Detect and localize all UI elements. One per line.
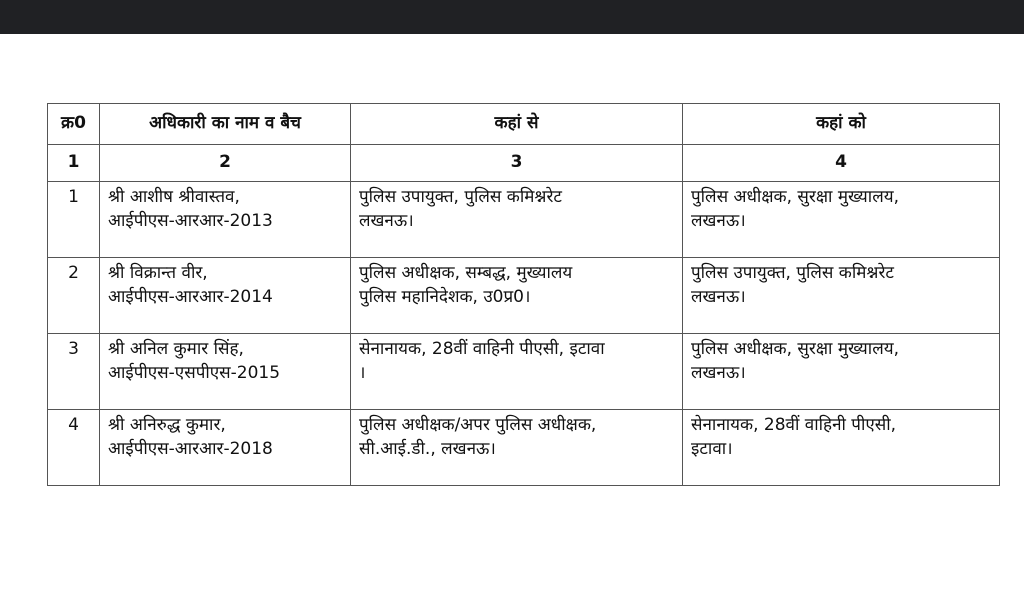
officer-batch: आईपीएस-आरआर-2014 [108,286,273,307]
from-line: पुलिस उपायुक्त, पुलिस कमिश्नरेट [359,187,562,207]
from-line: सी.आई.डी., लखनऊ। [359,438,496,459]
officer-batch: आईपीएस-आरआर-2013 [108,210,273,231]
to-line: पुलिस अधीक्षक, सुरक्षा मुख्यालय, [691,339,899,359]
column-number: 3 [351,145,683,182]
from-line: । [359,362,366,383]
transfer-table [47,103,1000,486]
from-line: पुलिस महानिदेशक, उ0प्र0। [359,286,531,307]
from-cell [351,410,683,486]
column-number: 2 [100,145,351,182]
table-row [48,182,1000,258]
officer-name: श्री अनिरुद्ध कुमार, [108,415,226,435]
officer-name-cell [100,334,351,410]
to-line: पुलिस अधीक्षक, सुरक्षा मुख्यालय, [691,187,899,207]
header-from: कहां से [351,104,683,145]
to-cell [683,182,1000,258]
column-number: 4 [683,145,1000,182]
from-line: सेनानायक, 28वीं वाहिनी पीएसी, इटावा [359,339,605,359]
table-row [48,410,1000,486]
to-cell [683,410,1000,486]
column-number: 1 [48,145,100,182]
officer-name: श्री विक्रान्त वीर, [108,263,208,283]
to-line: इटावा। [691,438,733,459]
header-officer-name: अधिकारी का नाम व बैच [100,104,351,145]
officer-batch: आईपीएस-आरआर-2018 [108,438,273,459]
officer-name-cell [100,410,351,486]
from-line: लखनऊ। [359,210,414,231]
serial-cell: 3 [48,334,100,410]
to-line: लखनऊ। [691,210,746,231]
officer-name: श्री आशीष श्रीवास्तव, [108,187,240,207]
top-bar [0,0,1024,34]
to-line: सेनानायक, 28वीं वाहिनी पीएसी, [691,415,897,435]
officer-batch: आईपीएस-एसपीएस-2015 [108,362,281,383]
officer-name: श्री अनिल कुमार सिंह, [108,339,244,359]
from-cell [351,182,683,258]
officer-name-cell [100,182,351,258]
serial-cell: 2 [48,258,100,334]
to-cell [683,334,1000,410]
from-cell [351,334,683,410]
column-number-row [48,145,1000,182]
to-line: पुलिस उपायुक्त, पुलिस कमिश्नरेट [691,263,894,283]
to-line: लखनऊ। [691,362,746,383]
serial-cell: 4 [48,410,100,486]
header-to: कहां को [683,104,1000,145]
header-row [48,104,1000,145]
to-cell [683,258,1000,334]
from-cell [351,258,683,334]
from-line: पुलिस अधीक्षक, सम्बद्ध, मुख्यालय [359,263,573,283]
table-row [48,334,1000,410]
to-line: लखनऊ। [691,286,746,307]
officer-name-cell [100,258,351,334]
serial-cell: 1 [48,182,100,258]
from-line: पुलिस अधीक्षक/अपर पुलिस अधीक्षक, [359,415,597,435]
header-serial: क्र0 [48,104,100,145]
table-row [48,258,1000,334]
